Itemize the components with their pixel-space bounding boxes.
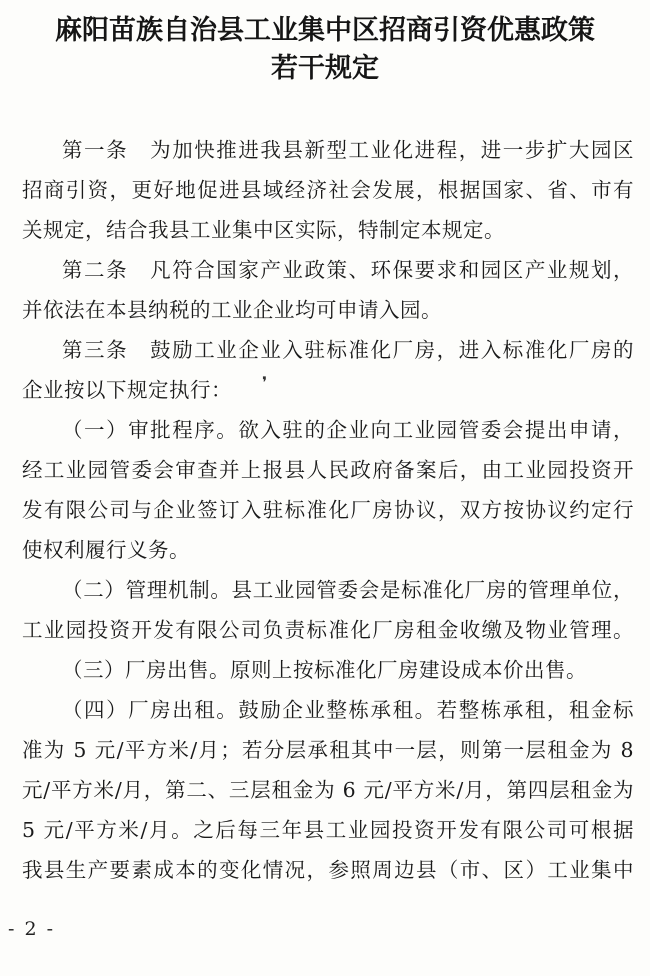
clause-2-line-1: （二）管理机制。县工业园管委会是标准化厂房的管理单位， <box>62 578 634 602</box>
clause-4-line-5: 我县生产要素成本的变化情况，参照周边县（市、区）工业集中 <box>22 858 634 882</box>
clause-4-line-1: （四）厂房出租。鼓励企业整栋承租。若整栋承租，租金标 <box>62 698 634 722</box>
clause-1-line-2: 经工业园管委会审查并上报县人民政府备案后，由工业园投资开 <box>22 458 634 482</box>
page-number: - 2 - <box>8 918 56 940</box>
document-title-line-1: 麻阳苗族自治县工业集中区招商引资优惠政策 <box>55 15 595 46</box>
clause-4-line-2: 准为 5 元/平方米/月；若分层承租其中一层，则第一层租金为 8 <box>22 738 634 762</box>
clause-3-line-1: （三）厂房出售。原则上按标准化厂房建设成本价出售。 <box>62 658 587 682</box>
article-1-line-3: 关规定，结合我县工业集中区实际，特制定本规定。 <box>22 218 505 242</box>
article-2-line-2: 并依法在本县纳税的工业企业均可申请入园。 <box>22 298 442 322</box>
clause-4-line-3: 元/平方米/月，第二、三层租金为 6 元/平方米/月，第四层租金为 <box>22 778 634 802</box>
article-3-line-1: 第三条 鼓励工业企业入驻标准化厂房，进入标准化厂房的 <box>62 338 634 362</box>
document-title-line-2: 若干规定 <box>271 53 379 84</box>
clause-1-line-3: 发有限公司与企业签订入驻标准化厂房协议，双方按协议约定行 <box>22 498 634 522</box>
article-3-line-2: 企业按以下规定执行： <box>22 378 232 402</box>
clause-4-line-4: 5 元/平方米/月。之后每三年县工业园投资开发有限公司可根据 <box>22 818 634 842</box>
clause-1-line-4: 使权利履行义务。 <box>22 538 190 562</box>
clause-2-line-2: 工业园投资开发有限公司负责标准化厂房租金收缴及物业管理。 <box>22 618 634 642</box>
article-1-line-1: 第一条 为加快推进我县新型工业化进程，进一步扩大园区 <box>62 138 634 162</box>
article-2-line-1: 第二条 凡符合国家产业政策、环保要求和园区产业规划， <box>62 258 634 282</box>
clause-1-line-1: （一）审批程序。欲入驻的企业向工业园管委会提出申请， <box>62 418 634 442</box>
stray-ink-mark: ❜ <box>262 373 268 392</box>
article-1-line-2: 招商引资，更好地促进县域经济社会发展，根据国家、省、市有 <box>22 178 634 202</box>
